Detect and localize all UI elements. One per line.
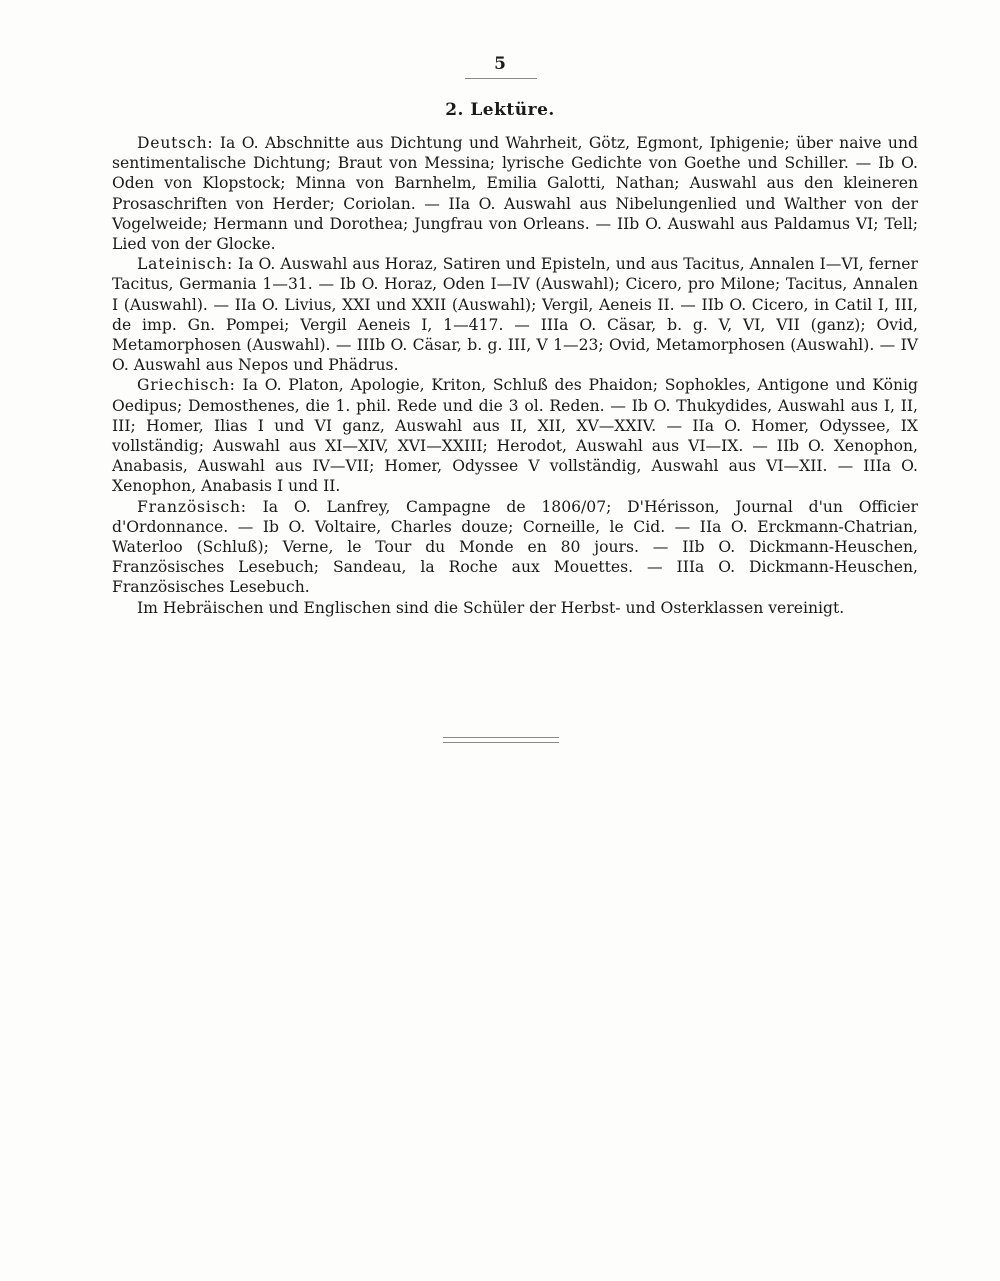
paragraph-deutsch <box>112 133 918 254</box>
paragraph-text: Im Hebräischen und Englischen sind die Schüler der Herbst- und Osterklassen vereinigt. <box>137 598 845 617</box>
paragraph-label: Deutsch: <box>137 134 214 152</box>
paragraph-label: Französisch: <box>137 497 247 516</box>
paragraph-franzoesisch <box>112 497 918 598</box>
paragraph-label: Griechisch: <box>137 376 236 395</box>
paragraph-text: Ia O. Lanfrey, Campagne de 1806/07; D'Hérisson, Journal d'un Officier d'Ordonnance. — Ib O. Voltaire, Charles douze; Corneille, le Cid. — IIa O. Erckmann-Chatrian, Waterloo (Schluß); Verne, le Tour du Monde en 80 jours. — IIb O. Dickmann-Heuschen, Französisches Lesebuch; Sandeau, la Roche aux Mouettes. — IIIa O. Dickmann-Heuschen, Französisches Lesebuch. <box>112 497 918 597</box>
paragraph-text: Ia O. Abschnitte aus Dichtung und Wahrheit, Götz, Egmont, Iphigenie; über naive und sentimentalische Dichtung; Braut von Messina; lyrische Gedichte von Goethe und Schiller. — Ib O. Oden von Klopstock; Minna von Barnhelm, Emilia Galotti, Nathan; Auswahl aus den kleineren Prosaschriften von Herder; Coriolan. — IIa O. Auswahl aus Nibelungenlied und Walther von der Vogelweide; Hermann und Dorothea; Jungfrau von Orleans. — IIb O. Auswahl aus Paldamus VI; Tell; Lied von der Glocke. <box>112 134 918 254</box>
paragraph-lateinisch <box>112 254 918 375</box>
paragraph-griechisch <box>112 375 918 496</box>
body-text <box>112 133 918 618</box>
page-number-rule <box>465 78 537 79</box>
end-divider <box>443 737 559 743</box>
paragraph-text: Ia O. Platon, Apologie, Kriton, Schluß des Phaidon; Sophokles, Antigone und König Oedipus; Demosthenes, die 1. phil. Rede und die 3 ol. Reden. — Ib O. Thukydides, Auswahl aus I, II, III; Homer, Ilias I und VI ganz, Auswahl aus II, XII, XV—XXIV. — IIa O. Homer, Odyssee, IX vollständig; Auswahl aus XI—XIV, XVI—XXIII; Herodot, Auswahl aus VI—IX. — IIb O. Xenophon, Anabasis, Auswahl aus IV—VII; Homer, Odyssee V vollständig, Auswahl aus VI—XII. — IIIa O. Xenophon, Anabasis I und II. <box>112 376 918 496</box>
paragraph-note <box>112 598 918 618</box>
paragraph-label: Lateinisch: <box>137 255 233 274</box>
page-number: 5 <box>494 54 506 74</box>
paragraph-text: Ia O. Auswahl aus Horaz, Satiren und Episteln, und aus Tacitus, Annalen I—VI, ferner Tacitus, Germania 1—31. — Ib O. Horaz, Oden I—IV (Auswahl); Cicero, pro Milone; Tacitus, Annalen I (Auswahl). — IIa O. Livius, XXI und XXII (Auswahl); Vergil, Aeneis II. — IIb O. Cicero, in Catil I, III, de imp. Gn. Pompei; Vergil Aeneis I, 1—417. — IIIa O. Cäsar, b. g. V, VI, VII (ganz); Ovid, Metamorphosen (Auswahl). — IIIb O. Cäsar, b. g. III, V 1—23; Ovid, Metamorphosen (Auswahl). — IV O. Auswahl aus Nepos und Phädrus. <box>112 255 918 375</box>
section-title: 2. Lektüre. <box>445 100 555 120</box>
